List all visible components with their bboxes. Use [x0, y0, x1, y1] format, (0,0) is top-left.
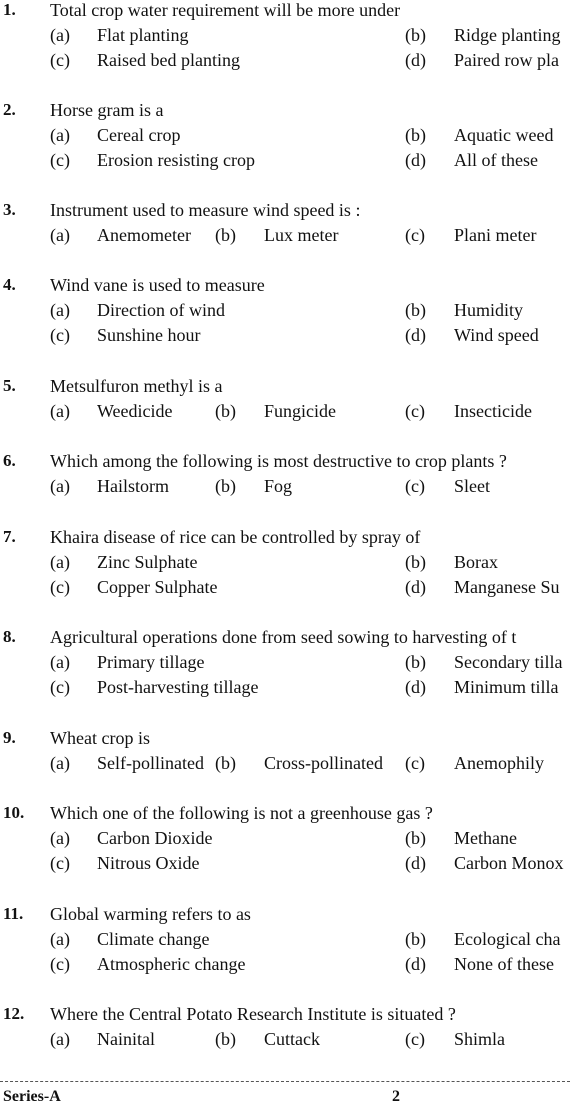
option-text: Primary tillage	[97, 652, 205, 672]
page-number: 2	[392, 1088, 400, 1105]
question-11	[0, 904, 570, 974]
question-text: Metsulfuron methyl is a	[50, 376, 223, 396]
question-number: 9.	[3, 728, 16, 747]
question-number: 4.	[3, 275, 16, 294]
option-label: (c)	[50, 150, 70, 170]
option-label: (a)	[50, 552, 70, 572]
option-label: (a)	[50, 828, 70, 848]
option-text: Anemometer	[97, 225, 191, 245]
option-label: (b)	[215, 401, 236, 421]
option-text: Fog	[264, 476, 293, 496]
option-text: Plani meter	[454, 225, 537, 245]
option-label: (c)	[50, 677, 70, 697]
option-label: (c)	[405, 753, 425, 773]
option-label: (c)	[50, 325, 70, 345]
option-label: (c)	[405, 1029, 425, 1049]
question-number: 11.	[3, 904, 24, 923]
option-text: Minimum tilla	[454, 677, 559, 697]
option-text: Insecticide	[454, 401, 532, 421]
option-text: Climate change	[97, 929, 210, 949]
option-text: Manganese Su	[454, 577, 560, 597]
question-6	[0, 451, 570, 511]
option-label: (d)	[405, 577, 426, 597]
question-2	[0, 100, 570, 170]
option-label: (b)	[405, 929, 426, 949]
question-number: 8.	[3, 627, 16, 646]
option-text: Shimla	[454, 1029, 506, 1049]
option-label: (b)	[215, 1029, 236, 1049]
option-label: (c)	[50, 50, 70, 70]
option-text: Cereal crop	[97, 125, 181, 145]
question-5	[0, 376, 570, 436]
option-label: (a)	[50, 476, 70, 496]
option-label: (c)	[405, 225, 425, 245]
option-label: (a)	[50, 652, 70, 672]
question-3	[0, 200, 570, 260]
option-label: (a)	[50, 25, 70, 45]
option-text: Erosion resisting crop	[97, 150, 255, 170]
option-text: Humidity	[454, 300, 524, 320]
question-number: 7.	[3, 527, 16, 546]
option-label: (d)	[405, 853, 426, 873]
option-text: None of these	[454, 954, 554, 974]
option-text: Carbon Dioxide	[97, 828, 213, 848]
option-text: Aquatic weed	[454, 125, 554, 145]
option-text: Nitrous Oxide	[97, 853, 200, 873]
option-label: (c)	[50, 853, 70, 873]
question-text: Khaira disease of rice can be controlled by spray of	[50, 527, 421, 547]
option-text: Sleet	[454, 476, 490, 496]
option-text: Post-harvesting tillage	[97, 677, 259, 697]
question-text: Which one of the following is not a greenhouse gas ?	[50, 803, 433, 823]
option-text: Fungicide	[264, 401, 336, 421]
series-label: Series-A	[3, 1088, 61, 1105]
question-number: 3.	[3, 200, 16, 219]
question-8	[0, 627, 570, 697]
option-text: Zinc Sulphate	[97, 552, 198, 572]
question-text: Total crop water requirement will be more under	[50, 0, 401, 20]
question-text: Wheat crop is	[50, 728, 150, 748]
option-text: Cross-pollinated	[264, 753, 383, 773]
option-text: Copper Sulphate	[97, 577, 218, 597]
option-label: (a)	[50, 125, 70, 145]
option-label: (b)	[405, 652, 426, 672]
question-text: Global warming refers to as	[50, 904, 251, 924]
option-label: (a)	[50, 753, 70, 773]
option-text: Lux meter	[264, 225, 339, 245]
option-label: (a)	[50, 225, 70, 245]
question-text: Wind vane is used to measure	[50, 275, 265, 295]
option-text: Weedicide	[97, 401, 173, 421]
option-label: (b)	[405, 552, 426, 572]
option-text: Sunshine hour	[97, 325, 201, 345]
option-label: (d)	[405, 954, 426, 974]
question-number: 10.	[3, 803, 25, 822]
option-label: (b)	[405, 25, 426, 45]
option-text: Direction of wind	[97, 300, 225, 320]
question-7	[0, 527, 570, 597]
option-label: (a)	[50, 929, 70, 949]
option-label: (d)	[405, 677, 426, 697]
question-text: Which among the following is most destructive to crop plants ?	[50, 451, 507, 471]
option-label: (b)	[405, 828, 426, 848]
question-12	[0, 1004, 570, 1064]
question-text: Instrument used to measure wind speed is :	[50, 200, 361, 220]
question-text: Where the Central Potato Research Institute is situated ?	[50, 1004, 456, 1024]
option-text: Flat planting	[97, 25, 189, 45]
question-number: 2.	[3, 100, 16, 119]
option-text: Ridge planting	[454, 25, 561, 45]
option-label: (b)	[405, 300, 426, 320]
option-label: (c)	[50, 954, 70, 974]
option-text: Secondary tilla	[454, 652, 563, 672]
option-text: Nainital	[97, 1029, 155, 1049]
question-1	[0, 0, 570, 70]
option-text: Methane	[454, 828, 517, 848]
footer-divider	[0, 1081, 570, 1082]
option-label: (b)	[215, 753, 236, 773]
option-label: (c)	[405, 476, 425, 496]
option-text: Paired row pla	[454, 50, 559, 70]
option-label: (d)	[405, 325, 426, 345]
option-label: (a)	[50, 300, 70, 320]
option-label: (b)	[215, 225, 236, 245]
option-text: Cuttack	[264, 1029, 320, 1049]
question-9	[0, 728, 570, 788]
option-label: (a)	[50, 1029, 70, 1049]
option-text: Wind speed	[454, 325, 539, 345]
option-label: (d)	[405, 150, 426, 170]
option-label: (b)	[215, 476, 236, 496]
option-text: Anemophily	[454, 753, 544, 773]
question-10	[0, 803, 570, 873]
option-label: (c)	[405, 401, 425, 421]
question-number: 1.	[3, 0, 16, 19]
question-number: 12.	[3, 1004, 25, 1023]
option-text: Self-pollinated	[97, 753, 204, 773]
option-label: (d)	[405, 50, 426, 70]
question-number: 6.	[3, 451, 16, 470]
question-number: 5.	[3, 376, 16, 395]
option-text: Atmospheric change	[97, 954, 246, 974]
option-label: (b)	[405, 125, 426, 145]
option-label: (a)	[50, 401, 70, 421]
question-text: Agricultural operations done from seed sowing to harvesting of t	[50, 627, 517, 647]
question-text: Horse gram is a	[50, 100, 164, 120]
option-text: Borax	[454, 552, 498, 572]
question-4	[0, 275, 570, 345]
option-text: Ecological cha	[454, 929, 561, 949]
option-text: Carbon Monox	[454, 853, 564, 873]
option-label: (c)	[50, 577, 70, 597]
option-text: All of these	[454, 150, 538, 170]
option-text: Hailstorm	[97, 476, 169, 496]
option-text: Raised bed planting	[97, 50, 240, 70]
